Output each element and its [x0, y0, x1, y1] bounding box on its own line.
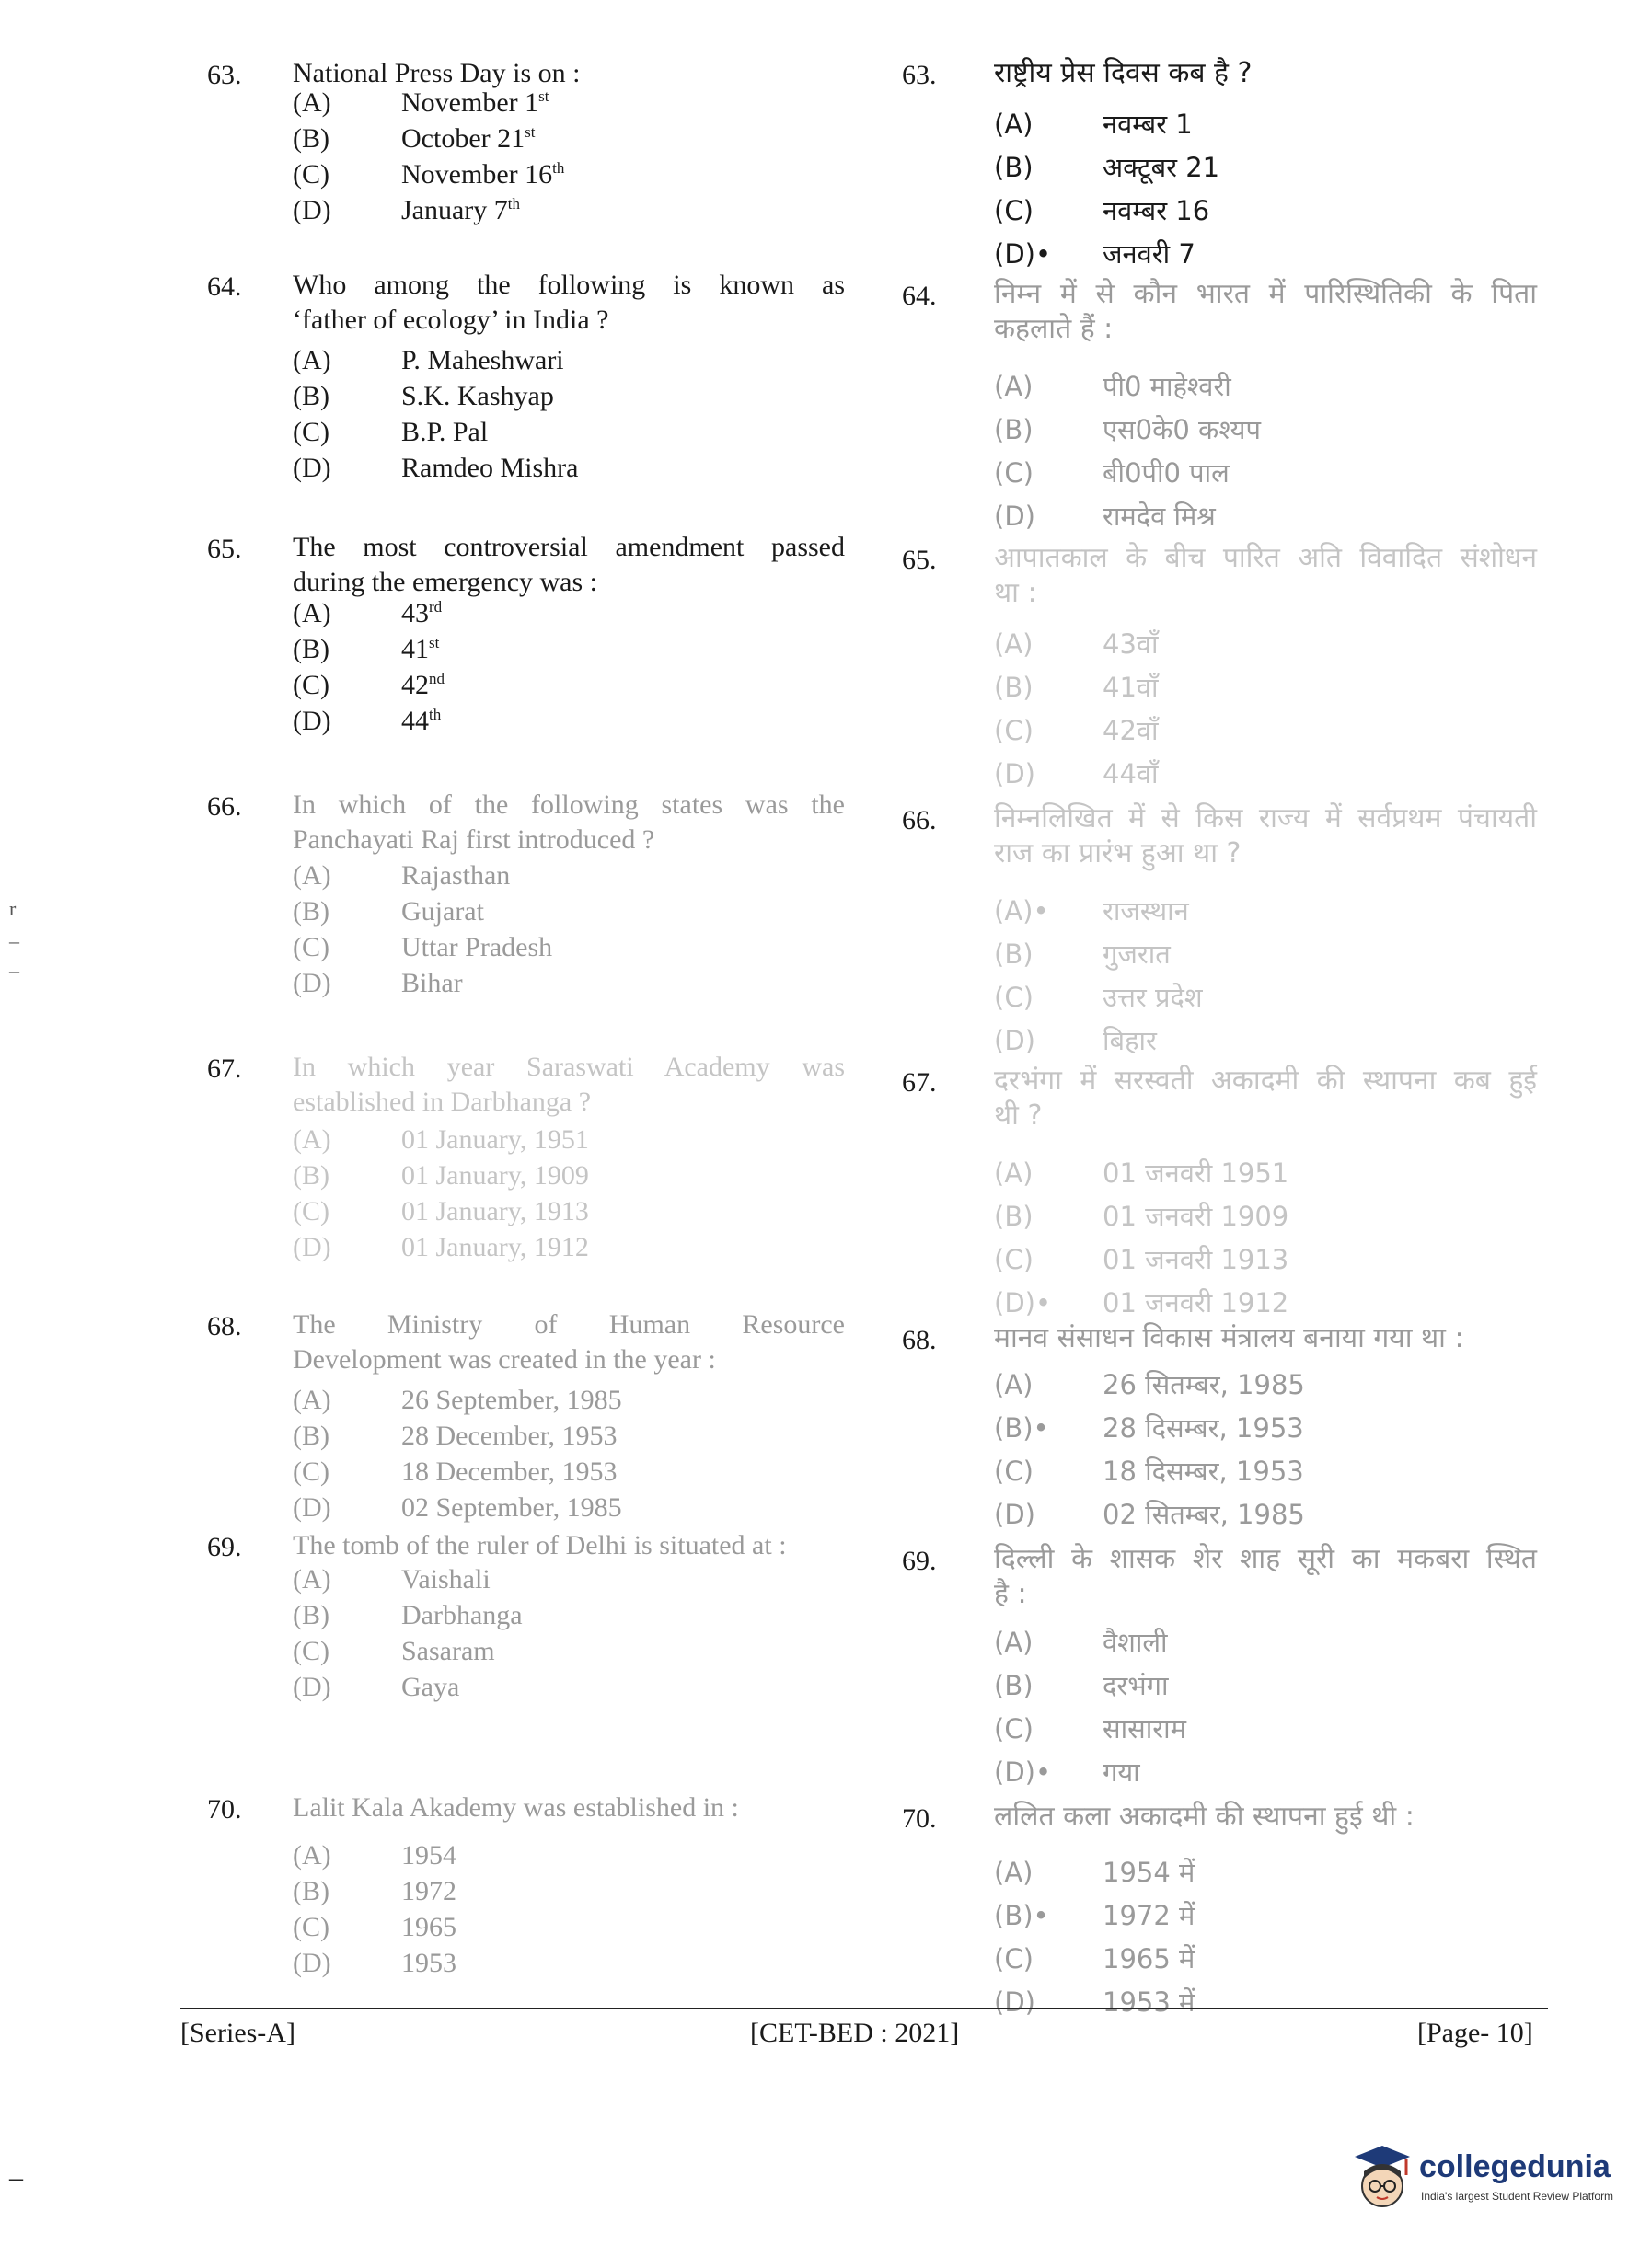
question-text: [994, 541, 1537, 611]
question-number: 64.: [902, 281, 937, 311]
margin-mark: –: [9, 2162, 23, 2193]
option-text: 42वाँ: [1103, 715, 1159, 746]
question-text-line: In which of the following states was the: [293, 789, 845, 820]
option-label: (A): [293, 87, 331, 118]
option-label: (B): [994, 152, 1034, 183]
answer-option: [994, 1754, 1140, 1790]
option-text: 42: [401, 670, 429, 700]
option-text: बी0पी0 पाल: [1103, 457, 1230, 489]
question-text-line: National Press Day is on :: [293, 58, 581, 88]
question-text-line: है :: [994, 1578, 1027, 1610]
option-label: (C): [994, 1244, 1034, 1275]
option-label: (C): [994, 1943, 1034, 1974]
option-label: (D)•: [994, 1287, 1052, 1318]
option-text: जनवरी 7: [1103, 238, 1195, 270]
question-text-line: थी ?: [994, 1099, 1043, 1132]
question-text: [994, 801, 1537, 871]
option-label: (D): [293, 706, 331, 736]
question-text: [293, 268, 845, 338]
option-label: (A): [994, 1857, 1034, 1888]
answer-option: [994, 1710, 1186, 1746]
question-text-line: निम्नलिखित में से किस राज्य में सर्वप्रथम पंचायती: [994, 802, 1537, 835]
option-text: Darbhanga: [401, 1600, 523, 1630]
answer-option: [994, 1940, 1195, 1976]
option-text: दरभंगा: [1103, 1670, 1169, 1701]
option-text: 01 जनवरी 1913: [1103, 1244, 1289, 1275]
question-text-line: In which year Saraswati Academy was: [293, 1052, 845, 1082]
option-label: (D)•: [994, 238, 1052, 270]
option-text: 26 सितम्बर, 1985: [1103, 1369, 1305, 1400]
answer-option: [994, 979, 1203, 1015]
option-text: 1953: [401, 1948, 456, 1978]
question-number: 69.: [902, 1546, 937, 1576]
answer-option: [293, 195, 520, 226]
question-number: 65.: [902, 545, 937, 575]
question-text-line: आपातकाल के बीच पारित अति विवादित संशोधन: [994, 542, 1537, 574]
option-text: 01 जनवरी 1951: [1103, 1157, 1289, 1189]
ordinal-suffix: nd: [429, 670, 445, 687]
ordinal-suffix: st: [538, 87, 549, 105]
question-number: 68.: [207, 1311, 242, 1341]
option-label: (A): [293, 1840, 331, 1871]
option-label: (C): [994, 1456, 1034, 1487]
option-label: (C): [994, 1713, 1034, 1744]
question-text: [293, 1528, 845, 1563]
question-text: [994, 1800, 1537, 1835]
option-label: (D): [994, 758, 1035, 789]
option-label: (C): [994, 457, 1034, 489]
option-label: (B): [994, 1201, 1034, 1232]
question-text: [994, 1542, 1537, 1612]
answer-option: [293, 1456, 618, 1488]
logo-brand: collegedunia: [1419, 2149, 1611, 2184]
ordinal-suffix: st: [525, 123, 536, 141]
option-text: January 7: [401, 195, 508, 225]
answer-option: [994, 626, 1159, 662]
option-text: 01 जनवरी 1909: [1103, 1201, 1289, 1232]
answer-option: [293, 598, 442, 629]
option-text: 01 January, 1909: [401, 1160, 589, 1191]
question-number: 64.: [207, 271, 242, 302]
answer-option: [994, 1284, 1288, 1320]
option-text: October 21: [401, 123, 525, 154]
option-label: (D): [293, 968, 331, 998]
option-label: (D): [293, 1232, 331, 1262]
option-text: 43वाँ: [1103, 628, 1159, 660]
option-text: Uttar Pradesh: [401, 932, 553, 962]
question-text: [994, 56, 1537, 91]
option-label: (B): [293, 123, 329, 154]
option-text: 1954 में: [1103, 1857, 1195, 1888]
option-text: Sasaram: [401, 1636, 495, 1666]
option-label: (A): [994, 109, 1034, 140]
answer-option: [293, 345, 564, 376]
option-text: नवम्बर 16: [1103, 195, 1210, 226]
option-text: 1972 में: [1103, 1900, 1195, 1931]
question-text-line: राष्ट्रीय प्रेस दिवस कब है ?: [994, 57, 1253, 89]
option-text: 1953 में: [1103, 1986, 1195, 2018]
question-text-line: ‘father of ecology’ in India ?: [293, 305, 609, 335]
question-text: [293, 1790, 845, 1825]
answer-option: [994, 236, 1195, 271]
question-text-line: ललित कला अकादमी की स्थापना हुई थी :: [994, 1801, 1415, 1833]
question-text-line: राज का प्रारंभ हुआ था ?: [994, 837, 1242, 869]
option-label: (A): [994, 371, 1034, 402]
answer-option: [293, 453, 578, 484]
answer-option: [293, 1232, 589, 1263]
option-label: (B): [293, 634, 329, 664]
option-label: (B)•: [994, 1412, 1049, 1444]
margin-mark: r: [9, 897, 17, 920]
answer-option: [994, 411, 1261, 447]
option-text: गुजरात: [1103, 938, 1171, 970]
answer-option: [994, 149, 1219, 185]
answer-option: [994, 192, 1209, 228]
answer-option: [293, 706, 441, 737]
option-label: (C): [293, 417, 329, 447]
question-number: 63.: [207, 60, 242, 90]
option-label: (B): [293, 1600, 329, 1630]
answer-option: [293, 1160, 589, 1192]
option-label: (B): [293, 1160, 329, 1191]
question-text: [293, 1307, 845, 1377]
option-label: (C): [293, 159, 329, 190]
option-label: (A)•: [994, 895, 1049, 927]
answer-option: [293, 1196, 589, 1227]
answer-option: [293, 123, 535, 155]
answer-option: [293, 932, 552, 963]
option-text: 01 January, 1912: [401, 1232, 589, 1262]
answer-option: [994, 1198, 1288, 1234]
ordinal-suffix: th: [552, 159, 565, 177]
collegedunia-logo: [1351, 2144, 1627, 2217]
answer-option: [293, 1948, 456, 1979]
option-text: 28 December, 1953: [401, 1421, 618, 1451]
option-label: (D): [994, 1986, 1035, 2018]
answer-option: [994, 712, 1159, 748]
answer-option: [994, 1624, 1168, 1660]
ordinal-suffix: th: [507, 195, 521, 213]
option-text: S.K. Kashyap: [401, 381, 554, 411]
option-label: (B): [293, 1421, 329, 1451]
option-label: (C): [293, 670, 329, 700]
answer-option: [293, 670, 445, 701]
mascot-icon: [1351, 2144, 1414, 2216]
option-text: 44: [401, 706, 429, 736]
option-label: (D)•: [994, 1756, 1052, 1788]
option-label: (D): [994, 501, 1035, 532]
option-text: राजस्थान: [1103, 895, 1189, 927]
option-label: (D): [293, 453, 331, 483]
option-text: 01 January, 1913: [401, 1196, 589, 1226]
answer-option: [293, 1385, 622, 1416]
option-text: Vaishali: [401, 1564, 491, 1595]
question-text-line: दरभंगा में सरस्वती अकादमी की स्थापना कब हुई: [994, 1065, 1537, 1097]
option-text: सासाराम: [1103, 1713, 1186, 1744]
option-text: पी0 माहेश्वरी: [1103, 371, 1231, 402]
answer-option: [293, 1840, 456, 1871]
logo-tagline: India's largest Student Review Platform: [1421, 2190, 1614, 2203]
option-label: (D): [994, 1025, 1035, 1056]
question-text: [293, 530, 845, 600]
option-text: 43: [401, 598, 429, 628]
option-label: (C): [293, 932, 329, 962]
question-number: 66.: [207, 791, 242, 822]
answer-option: [293, 159, 564, 190]
answer-option: [293, 87, 549, 119]
answer-option: [994, 368, 1231, 404]
option-label: (A): [293, 1385, 331, 1415]
answer-option: [293, 1492, 622, 1524]
option-text: 18 December, 1953: [401, 1456, 618, 1487]
question-number: 67.: [902, 1067, 937, 1098]
option-label: (C): [994, 195, 1034, 226]
option-text: Gaya: [401, 1672, 460, 1702]
question-text: [994, 277, 1537, 347]
question-text-line: Panchayati Raj first introduced ?: [293, 824, 655, 855]
question-text: [293, 1050, 845, 1120]
answer-option: [994, 669, 1159, 705]
option-label: (A): [293, 598, 331, 628]
option-label: (B): [994, 1670, 1034, 1701]
option-label: (D): [293, 1948, 331, 1978]
question-number: 69.: [207, 1532, 242, 1562]
option-text: Gujarat: [401, 896, 484, 927]
question-text: [994, 1321, 1537, 1356]
option-text: रामदेव मिश्र: [1103, 501, 1216, 532]
answer-option: [994, 1410, 1304, 1445]
answer-option: [994, 892, 1189, 928]
question-text-line: established in Darbhanga ?: [293, 1087, 592, 1117]
option-label: (C): [293, 1456, 329, 1487]
answer-option: [994, 498, 1216, 534]
option-text: 01 January, 1951: [401, 1124, 589, 1155]
answer-option: [293, 1636, 495, 1667]
option-label: (D): [293, 195, 331, 225]
exam-label: [CET-BED : 2021]: [750, 2018, 960, 2048]
answer-option: [994, 1022, 1157, 1058]
question-text-line: कहलाते हैं :: [994, 313, 1114, 345]
option-label: (A): [293, 1564, 331, 1595]
option-text: B.P. Pal: [401, 417, 489, 447]
option-label: (B): [293, 896, 329, 927]
answer-option: [994, 1496, 1305, 1532]
question-text-line: The tomb of the ruler of Delhi is situated at :: [293, 1530, 787, 1560]
question-number: 70.: [902, 1803, 937, 1834]
answer-option: [994, 1241, 1288, 1277]
question-text-line: The Ministry of Human Resource: [293, 1309, 845, 1340]
option-text: 26 September, 1985: [401, 1385, 622, 1415]
answer-option: [293, 968, 463, 999]
question-number: 63.: [902, 60, 937, 90]
question-number: 70.: [207, 1794, 242, 1825]
option-label: (A): [994, 1369, 1034, 1400]
answer-option: [293, 896, 484, 927]
option-text: Bihar: [401, 968, 463, 998]
option-text: 02 सितम्बर, 1985: [1103, 1499, 1305, 1530]
answer-option: [994, 936, 1171, 972]
option-label: (C): [994, 982, 1034, 1013]
answer-option: [994, 1854, 1195, 1890]
option-label: (A): [293, 345, 331, 375]
option-label: (C): [293, 1636, 329, 1666]
question-text-line: Who among the following is known as: [293, 270, 845, 300]
option-label: (C): [293, 1912, 329, 1942]
page-number: [Page- 10]: [1417, 2018, 1533, 2048]
question-text: [293, 788, 845, 858]
option-text: नवम्बर 1: [1103, 109, 1193, 140]
answer-option: [293, 1124, 589, 1156]
question-text-line: दिल्ली के शासक शेर शाह सूरी का मकबरा स्थित: [994, 1543, 1537, 1575]
option-label: (B): [994, 414, 1034, 445]
option-text: Rajasthan: [401, 860, 511, 891]
option-text: Ramdeo Mishra: [401, 453, 579, 483]
question-text-line: था :: [994, 577, 1037, 609]
option-text: 1972: [401, 1876, 456, 1906]
option-text: वैशाली: [1103, 1627, 1168, 1658]
answer-option: [293, 1876, 456, 1907]
question-text: [293, 56, 845, 91]
option-text: 28 दिसम्बर, 1953: [1103, 1412, 1304, 1444]
option-label: (A): [994, 1627, 1034, 1658]
option-label: (B)•: [994, 1900, 1049, 1931]
option-text: 44वाँ: [1103, 758, 1159, 789]
option-text: 41वाँ: [1103, 672, 1159, 703]
footer-rule: [180, 2008, 1548, 2009]
answer-option: [994, 1155, 1288, 1191]
option-text: November 16: [401, 159, 553, 190]
option-text: 1965 में: [1103, 1943, 1195, 1974]
answer-option: [293, 1600, 523, 1631]
option-label: (D): [293, 1492, 331, 1523]
answer-option: [293, 417, 488, 448]
option-text: November 1: [401, 87, 539, 118]
option-text: गया: [1103, 1756, 1140, 1788]
answer-option: [994, 1453, 1304, 1489]
answer-option: [994, 106, 1193, 142]
option-text: अक्टूबर 21: [1103, 152, 1220, 183]
question-text-line: Lalit Kala Akademy was established in :: [293, 1792, 739, 1823]
option-text: बिहार: [1103, 1025, 1157, 1056]
question-text: [994, 1064, 1537, 1134]
question-text-line: Development was created in the year :: [293, 1344, 716, 1375]
answer-option: [293, 1564, 491, 1595]
answer-option: [293, 1912, 456, 1943]
option-label: (B): [994, 938, 1034, 970]
option-label: (A): [994, 1157, 1034, 1189]
option-label: (D): [994, 1499, 1035, 1530]
question-text-line: निम्न में से कौन भारत में पारिस्थितिकी के पिता: [994, 278, 1537, 310]
option-label: (B): [293, 381, 329, 411]
option-label: (D): [293, 1672, 331, 1702]
answer-option: [293, 381, 554, 412]
option-text: 41: [401, 634, 429, 664]
option-label: (A): [293, 1124, 331, 1155]
answer-option: [994, 455, 1230, 490]
answer-option: [994, 1897, 1195, 1933]
option-text: P. Maheshwari: [401, 345, 564, 375]
option-text: उत्तर प्रदेश: [1103, 982, 1203, 1013]
answer-option: [994, 1667, 1169, 1703]
option-label: (A): [994, 628, 1034, 660]
option-text: 1954: [401, 1840, 456, 1871]
series-label: [Series-A]: [180, 2018, 295, 2048]
answer-option: [293, 634, 439, 665]
answer-option: [293, 860, 510, 892]
question-number: 68.: [902, 1325, 937, 1355]
ordinal-suffix: rd: [429, 598, 443, 616]
option-text: एस0के0 कश्यप: [1103, 414, 1261, 445]
option-text: 02 September, 1985: [401, 1492, 622, 1523]
option-label: (C): [293, 1196, 329, 1226]
answer-option: [994, 755, 1159, 791]
question-number: 65.: [207, 534, 242, 564]
option-text: 18 दिसम्बर, 1953: [1103, 1456, 1304, 1487]
answer-option: [994, 1984, 1195, 2020]
margin-mark: –: [9, 929, 19, 952]
option-text: 01 जनवरी 1912: [1103, 1287, 1289, 1318]
option-text: 1965: [401, 1912, 456, 1942]
ordinal-suffix: th: [429, 706, 442, 723]
question-text-line: The most controversial amendment passed: [293, 532, 845, 562]
option-label: (A): [293, 860, 331, 891]
option-label: (B): [293, 1876, 329, 1906]
question-text-line: मानव संसाधन विकास मंत्रालय बनाया गया था :: [994, 1322, 1464, 1354]
answer-option: [293, 1421, 618, 1452]
answer-option: [293, 1672, 459, 1703]
option-label: (B): [994, 672, 1034, 703]
question-text-line: during the emergency was :: [293, 567, 598, 597]
option-label: (C): [994, 715, 1034, 746]
ordinal-suffix: st: [429, 634, 440, 651]
question-number: 66.: [902, 805, 937, 835]
margin-mark: –: [9, 959, 19, 982]
question-number: 67.: [207, 1053, 242, 1084]
answer-option: [994, 1366, 1305, 1402]
